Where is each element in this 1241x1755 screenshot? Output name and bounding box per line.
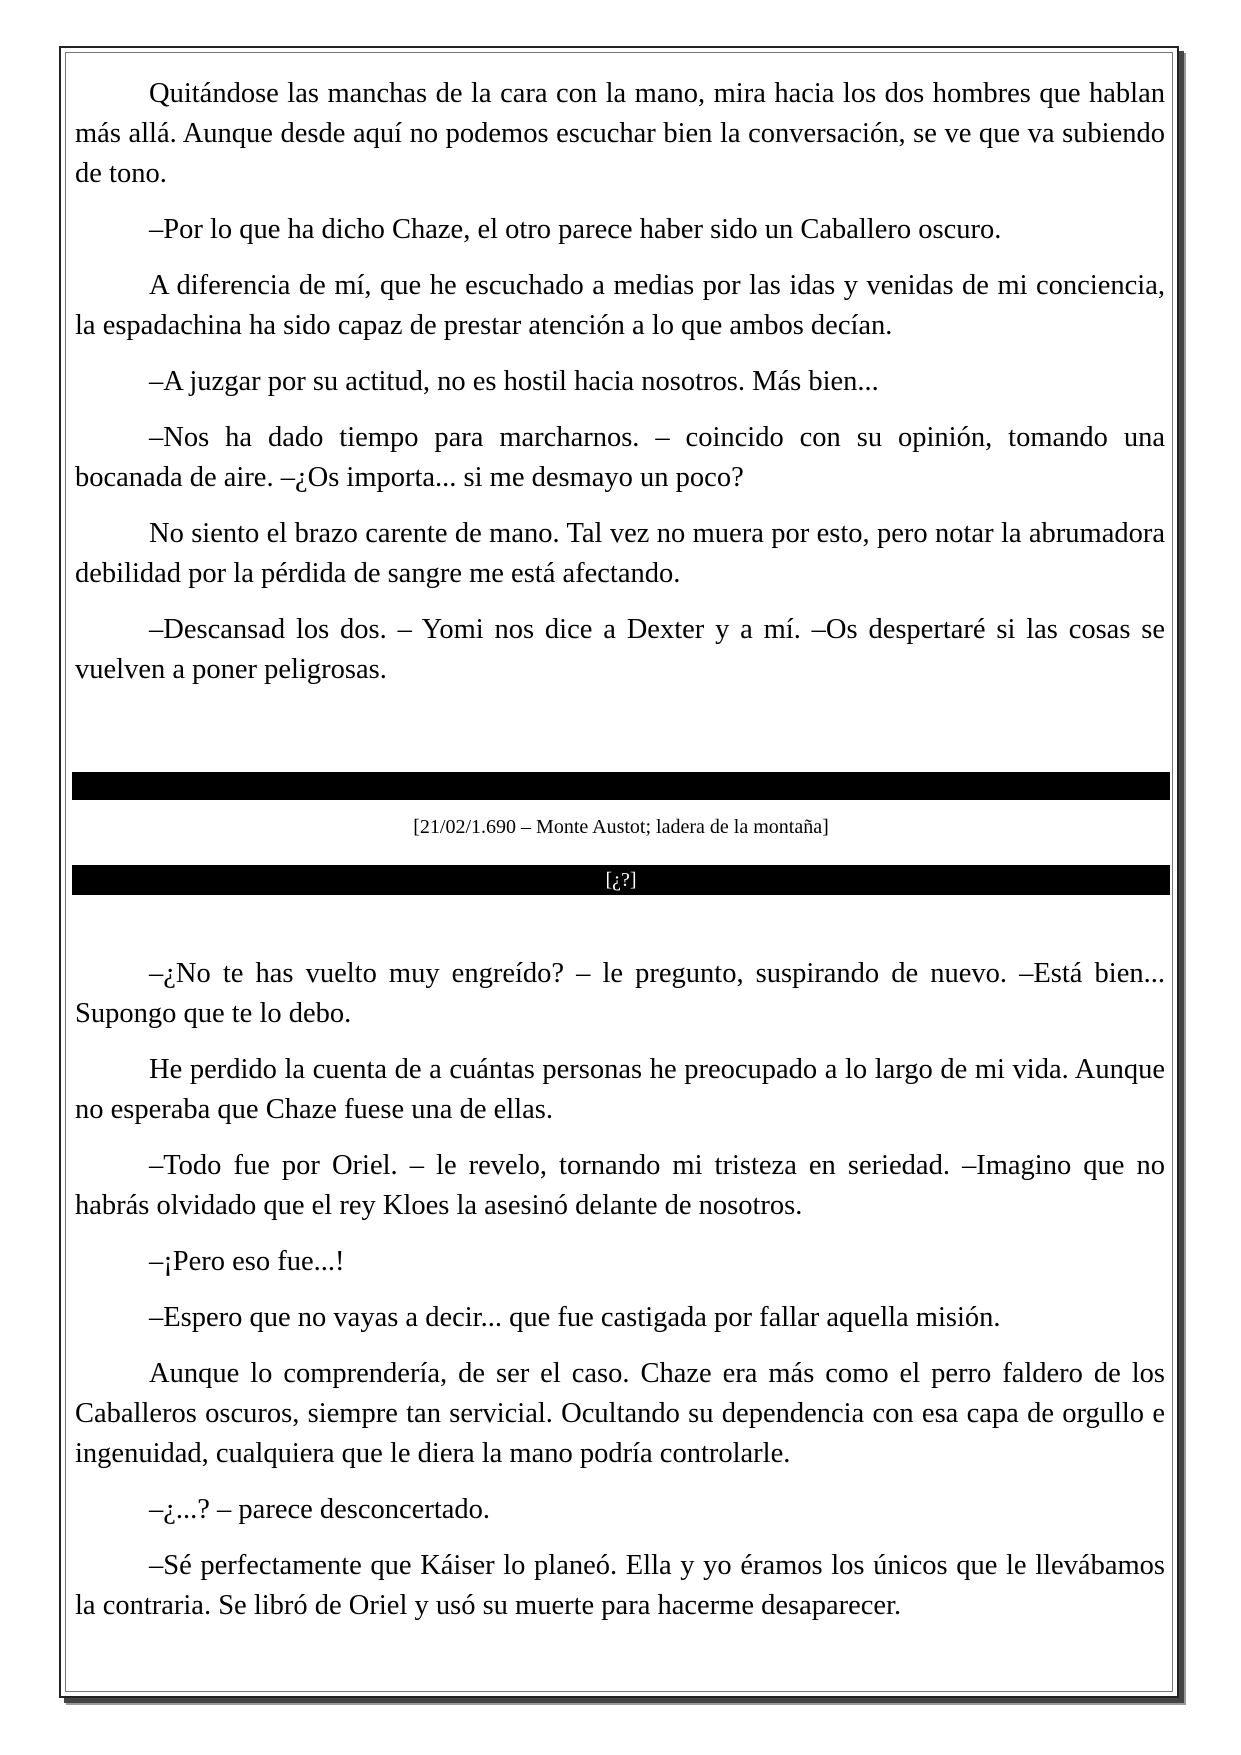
paragraph: A diferencia de mí, que he escuchado a medias por las idas y venidas de mi conciencia, la espadachina ha sido capaz de prestar atención a lo que ambos decían.: [75, 270, 1165, 341]
paragraph: –¿No te has vuelto muy engreído? – le pregunto, suspirando de nuevo. –Está bien... Supongo que te lo debo.: [75, 958, 1165, 1029]
paragraph: He perdido la cuenta de a cuántas personas he preocupado a lo largo de mi vida. Aunque no esperaba que Chaze fuese una de ellas.: [75, 1054, 1165, 1125]
pov-label-bar: [¿?]: [72, 865, 1170, 895]
paragraph: Quitándose las manchas de la cara con la mano, mira hacia los dos hombres que hablan más allá. Aunque desde aquí no podemos escuchar bien la conversación, se ve que va subiendo de tono.: [75, 78, 1165, 189]
paragraph: –Espero que no vayas a decir... que fue castigada por fallar aquella misión.: [149, 1302, 1001, 1333]
paragraph: –Todo fue por Oriel. – le revelo, tornando mi tristeza en seriedad. –Imagino que no habrás olvidado que el rey Kloes la asesinó delante de nosotros.: [75, 1150, 1165, 1221]
paragraph: –¿...? – parece desconcertado.: [149, 1494, 491, 1525]
paragraph: –Descansad los dos. – Yomi nos dice a Dexter y a mí. –Os despertaré si las cosas se vuelven a poner peligrosas.: [75, 614, 1165, 685]
text-block-top: [75, 74, 1165, 706]
text-block-bottom: [75, 954, 1165, 1642]
scene-divider-bar: [72, 772, 1170, 800]
paragraph: –A juzgar por su actitud, no es hostil hacia nosotros. Más bien...: [149, 366, 879, 397]
paragraph: –Sé perfectamente que Káiser lo planeó. Ella y yo éramos los únicos que le llevábamos la contraria. Se libró de Oriel y usó su muerte para hacerme desaparecer.: [75, 1550, 1165, 1621]
paragraph: –Por lo que ha dicho Chaze, el otro parece haber sido un Caballero oscuro.: [149, 214, 1002, 245]
paragraph: –Nos ha dado tiempo para marcharnos. – coincido con su opinión, tomando una bocanada de aire. –¿Os importa... si me desmayo un poco?: [75, 422, 1165, 493]
paragraph: Aunque lo comprendería, de ser el caso. Chaze era más como el perro faldero de los Caballeros oscuros, siempre tan servicial. Ocultando su dependencia con esa capa de orgullo e ingenuidad, cualquiera que le diera la mano podría controlarle.: [75, 1358, 1165, 1469]
paragraph: No siento el brazo carente de mano. Tal vez no muera por esto, pero notar la abrumadora debilidad por la pérdida de sangre me está afectando.: [75, 518, 1165, 589]
paragraph: –¡Pero eso fue...!: [149, 1246, 345, 1277]
scene-header: [21/02/1.690 – Monte Austot; ladera de la montaña]: [413, 816, 829, 838]
